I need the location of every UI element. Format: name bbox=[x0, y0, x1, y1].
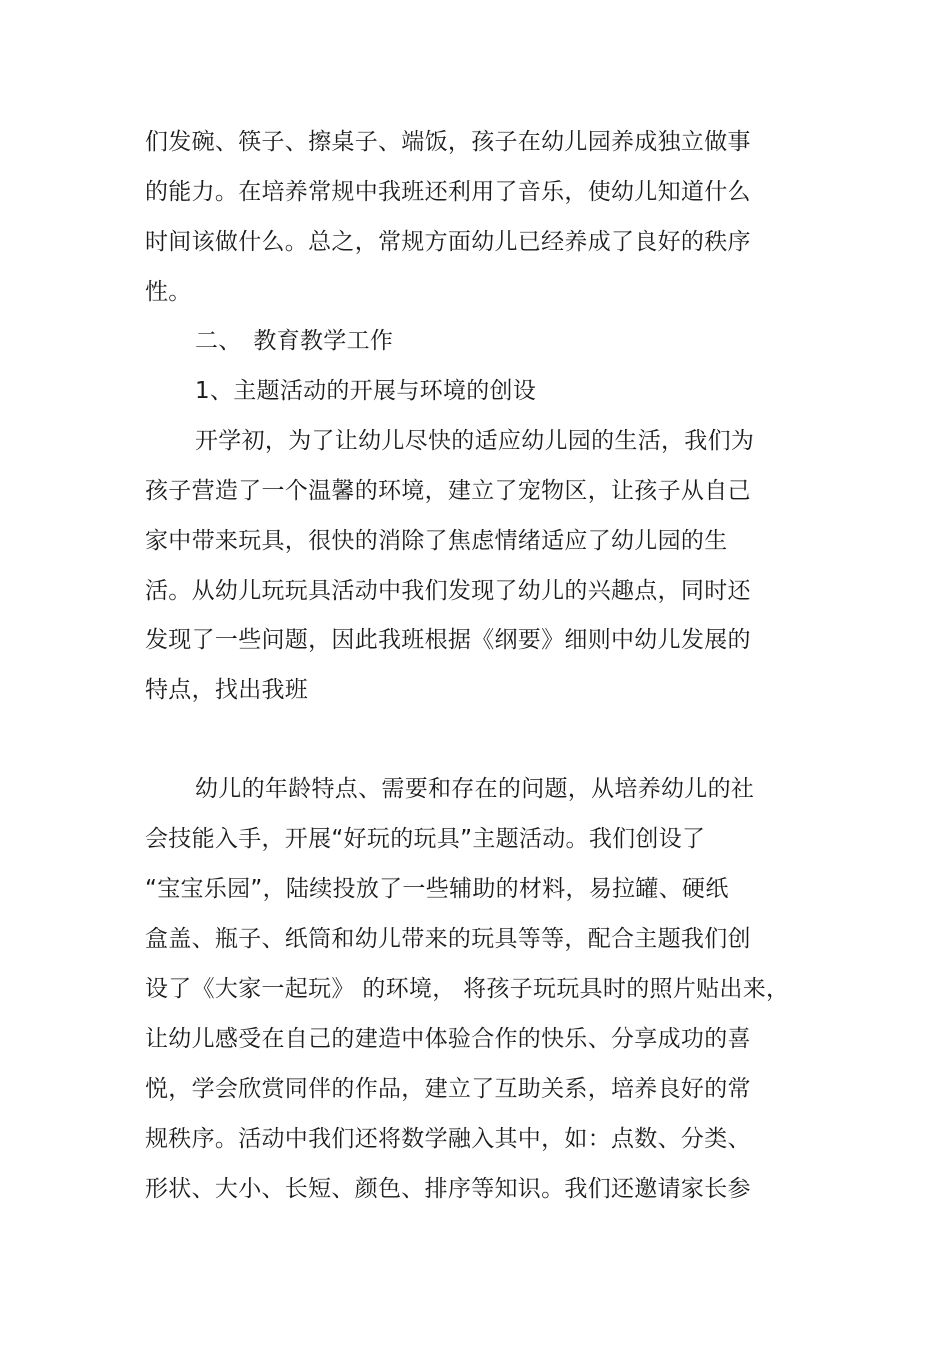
paragraph-line: 时间该做什么。总之，常规方面幼儿已经养成了良好的秩序 bbox=[145, 229, 751, 255]
paragraph-line: 悦，学会欣赏同伴的作品，建立了互助关系，培养良好的常 bbox=[145, 1076, 751, 1102]
paragraph-line: 会技能入手，开展“好玩的玩具”主题活动。我们创设了 bbox=[145, 826, 706, 852]
paragraph-line: 规秩序。活动中我们还将数学融入其中，如：点数、分类、 bbox=[145, 1126, 751, 1152]
subsection-heading: 1、主题活动的开展与环境的创设 bbox=[195, 378, 537, 404]
paragraph-line: 孩子营造了一个温馨的环境，建立了宠物区，让孩子从自己 bbox=[145, 478, 751, 504]
paragraph-line: 盒盖、瓶子、纸筒和幼儿带来的玩具等等，配合主题我们创 bbox=[145, 926, 751, 952]
paragraph-line: 发现了一些问题，因此我班根据《纲要》细则中幼儿发展的 bbox=[145, 627, 751, 653]
paragraph-line: 特点，找出我班 bbox=[145, 677, 309, 703]
paragraph-line: “宝宝乐园”，陆续投放了一些辅助的材料，易拉罐、硬纸 bbox=[145, 876, 729, 902]
paragraph-line: 家中带来玩具，很快的消除了焦虑情绪适应了幼儿园的生 bbox=[145, 528, 728, 554]
paragraph-line: 幼儿的年龄特点、需要和存在的问题，从培养幼儿的社 bbox=[195, 776, 755, 802]
paragraph-line: 形状、大小、长短、颜色、排序等知识。我们还邀请家长参 bbox=[145, 1176, 751, 1202]
paragraph-line: 的能力。在培养常规中我班还利用了音乐，使幼儿知道什么 bbox=[145, 179, 751, 205]
paragraph-line: 们发碗、筷子、擦桌子、端饭，孩子在幼儿园养成独立做事 bbox=[145, 129, 751, 155]
paragraph-line: 设了《大家一起玩》 的环境， 将孩子玩玩具时的照片贴出来， bbox=[145, 976, 790, 1002]
paragraph-line: 让幼儿感受在自己的建造中体验合作的快乐、分享成功的喜 bbox=[145, 1026, 751, 1052]
paragraph-line: 性。 bbox=[145, 279, 192, 305]
section-heading: 二、 教育教学工作 bbox=[195, 328, 394, 354]
paragraph-line: 开学初，为了让幼儿尽快的适应幼儿园的生活，我们为 bbox=[195, 428, 755, 454]
paragraph-line: 活。从幼儿玩玩具活动中我们发现了幼儿的兴趣点，同时还 bbox=[145, 578, 751, 604]
